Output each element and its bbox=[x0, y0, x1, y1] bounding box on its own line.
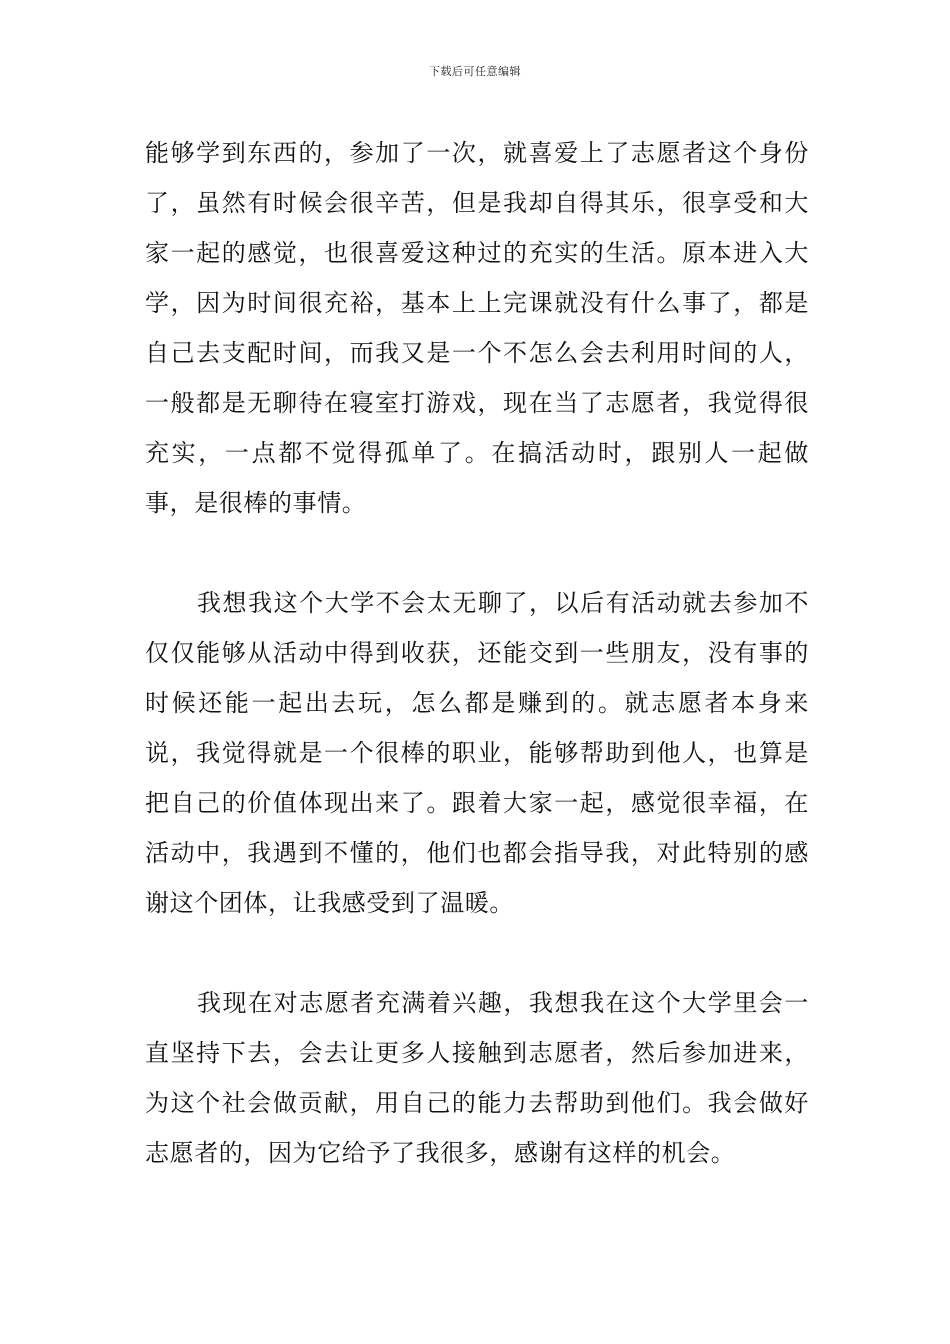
paragraph-3: 我现在对志愿者充满着兴趣，我想我在这个大学里会一直坚持下去，会去让更多人接触到志愿者，然后参加进来，为这个社会做贡献，用自己的能力去帮助到他们。我会做好志愿者的，因为它给予了我很多，感谢有这样的机会。 bbox=[145, 989, 809, 1167]
paragraph-2: 我想我这个大学不会太无聊了，以后有活动就去参加不仅仅能够从活动中得到收获，还能交到一些朋友，没有事的时候还能一起出去玩，怎么都是赚到的。就志愿者本身来说，我觉得就是一个很棒的职业，能够帮助到他人，也算是把自己的价值体现出来了。跟着大家一起，感觉很幸福，在活动中，我遇到不懂的，他们也都会指导我，对此特别的感谢这个团体，让我感受到了温暖。 bbox=[145, 589, 809, 917]
page-header: 下载后可任意编辑 bbox=[429, 65, 521, 78]
document-body bbox=[145, 128, 809, 1178]
paragraph-1: 能够学到东西的，参加了一次，就喜爱上了志愿者这个身份了，虽然有时候会很辛苦，但是我却自得其乐，很享受和大家一起的感觉，也很喜爱这种过的充实的生活。原本进入大学，因为时间很充裕，基本上上完课就没有什么事了，都是自己去支配时间，而我又是一个不怎么会去利用时间的人，一般都是无聊待在寝室打游戏，现在当了志愿者，我觉得很充实，一点都不觉得孤单了。在搞活动时，跟别人一起做事，是很棒的事情。 bbox=[145, 139, 809, 517]
paragraph-spacer bbox=[145, 528, 809, 578]
paragraph-spacer bbox=[145, 928, 809, 978]
